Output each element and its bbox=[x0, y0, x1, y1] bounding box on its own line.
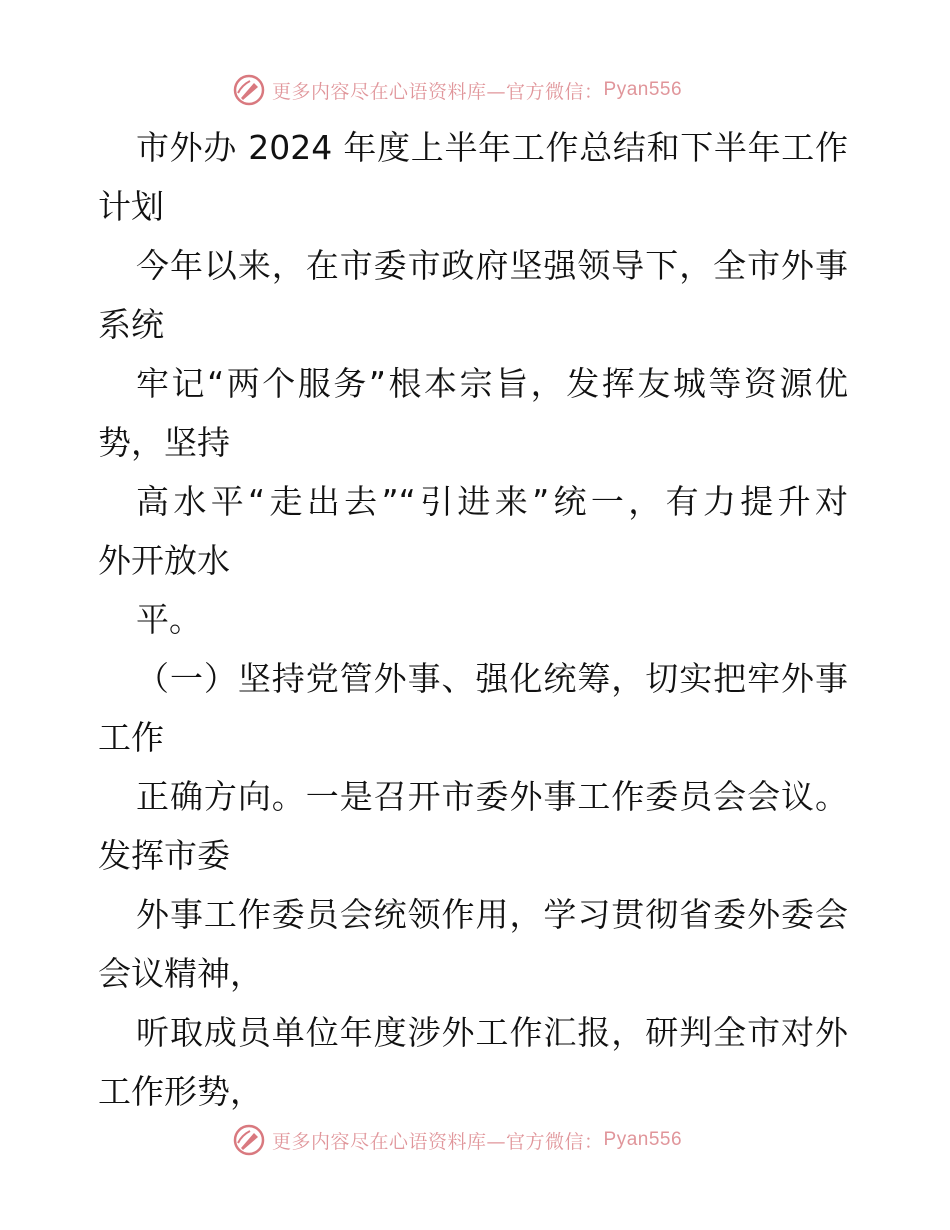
paragraph-line: 牢记“两个服务”根本宗旨，发挥友城等资源优 bbox=[136, 364, 848, 403]
paragraph-line: 正确方向。一是召开市委外事工作委员会会议。 bbox=[136, 777, 848, 816]
title-line-1: 市外办 2024 年度上半年工作总结和下半年工作 bbox=[136, 128, 848, 167]
paragraph-line: 发挥市委 bbox=[98, 836, 230, 875]
header-watermark-banner bbox=[232, 70, 682, 110]
footer-banner-account: Pyan556 bbox=[603, 1129, 683, 1150]
paragraph-line: 系统 bbox=[98, 305, 164, 344]
header-banner-text: 更多内容尽在心语资料库—官方微信： bbox=[272, 80, 604, 103]
paragraph-line: 外开放水 bbox=[98, 541, 230, 580]
pen-nib-logo-icon bbox=[232, 1123, 266, 1157]
footer-watermark-banner bbox=[232, 1120, 682, 1160]
title-line-2: 计划 bbox=[98, 187, 164, 226]
paragraph-line: 势，坚持 bbox=[98, 423, 230, 462]
footer-banner-text: 更多内容尽在心语资料库—官方微信： bbox=[272, 1130, 604, 1153]
paragraph-line: 平。 bbox=[136, 600, 202, 639]
paragraph-line: 听取成员单位年度涉外工作汇报，研判全市对外 bbox=[136, 1013, 848, 1052]
paragraph-line: 工作 bbox=[98, 718, 164, 757]
header-banner-account: Pyan556 bbox=[603, 79, 683, 100]
document-body bbox=[98, 118, 858, 1121]
paragraph-line: 外事工作委员会统领作用，学习贯彻省委外委会 bbox=[136, 895, 848, 934]
pen-nib-logo-icon bbox=[232, 73, 266, 107]
paragraph-line: 工作形势， bbox=[98, 1072, 263, 1111]
section-heading-line: （一）坚持党管外事、强化统筹，切实把牢外事 bbox=[136, 659, 848, 698]
paragraph-line: 高水平“走出去”“引进来”统一，有力提升对 bbox=[136, 482, 848, 521]
paragraph-line: 今年以来，在市委市政府坚强领导下，全市外事 bbox=[136, 246, 848, 285]
paragraph-line: 会议精神， bbox=[98, 954, 263, 993]
